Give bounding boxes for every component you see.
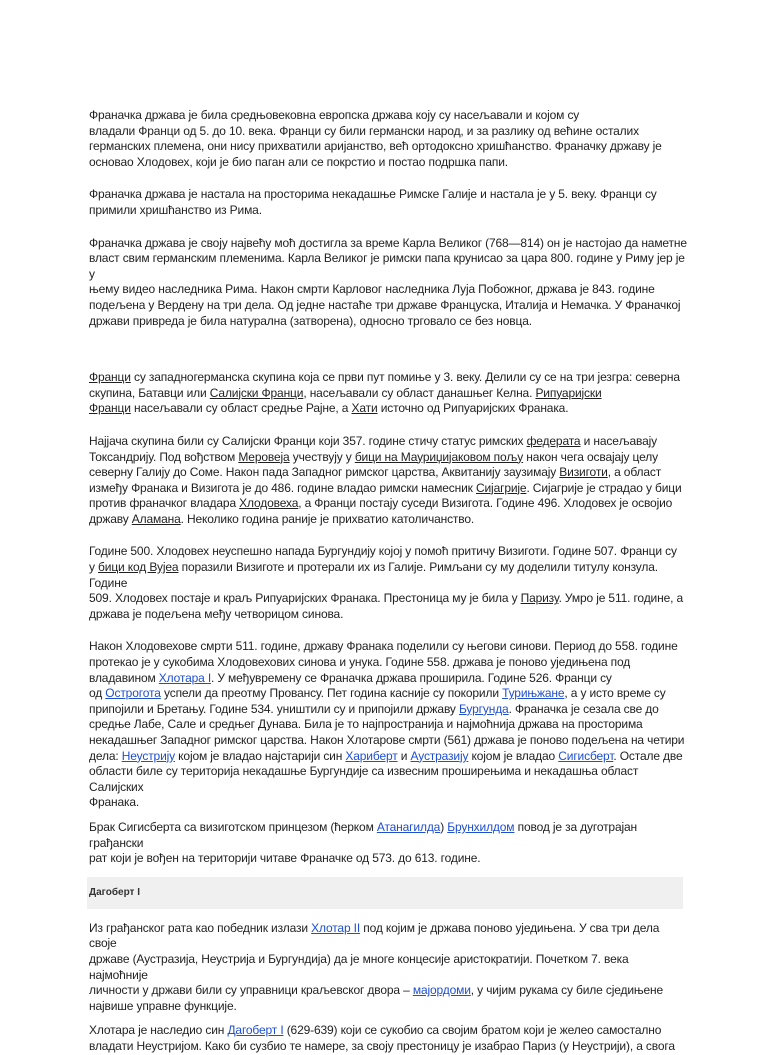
link-bici-mauriac[interactable]: бици на Мауриџијаковом пољу — [354, 449, 524, 464]
link-majordomi[interactable]: мајордоми — [412, 983, 471, 998]
text-run: . Сијагрије је страдао у бици — [526, 480, 682, 495]
text-run: повод је за дуготрајан грађански — [89, 819, 637, 850]
text-run: . У међувремену се Франачка држава проширила. Године 526. Франци су — [211, 670, 612, 685]
text-line: основао Хлодовех, који је био паган али се покрстио и постао подршка папи. — [89, 154, 508, 169]
text-line: Франачка држава је настала на просторима некадашње Римске Галије и настала је у 5. веку. Франци су — [89, 187, 657, 202]
text-run: под којим је држава поново уједињена. У сва три дела своје — [89, 920, 660, 951]
text-run: и — [397, 748, 411, 763]
text-run: највише управне функције. — [89, 998, 237, 1013]
text-run: владати Неустријом. Како би сузбио те намере, за своју престоницу је изабрао Париз (у Неустрији), а свога — [89, 1038, 675, 1053]
link-burgunda[interactable]: Бургунда — [458, 701, 509, 716]
link-hlotar2[interactable]: Хлотар II — [311, 920, 361, 935]
text-run: протекао је у сукобима Хлодовехових синова и унука. Године 558. држава је поново уједињена под — [89, 655, 631, 670]
paragraph-after-clovis — [89, 639, 689, 811]
paragraph-hlotar2 — [89, 921, 689, 1015]
paragraph-origin — [89, 187, 689, 218]
text-run: некадашњег Западног римског царства. Након Хлотарове смрти (561) држава је поново подељена на четири — [89, 733, 685, 747]
text-run: дела: — [89, 748, 122, 763]
link-austraziju[interactable]: Аустразију — [410, 748, 469, 763]
link-vizigoti[interactable]: Визиготи — [559, 465, 608, 480]
text-run: поразили Визиготе и протерали их из Галије. Римљани су му доделили титулу конзула. Године — [89, 560, 658, 590]
link-sigisbert[interactable]: Сигисберт — [558, 748, 614, 763]
paragraph-charlemagne — [89, 236, 689, 330]
link-brunhildom[interactable]: Брунхилдом — [447, 819, 515, 834]
text-run: владавином — [89, 670, 159, 685]
text-run: ) — [440, 819, 448, 834]
text-run: од — [89, 686, 106, 701]
paragraph-franks-groups — [89, 370, 689, 417]
text-run: учествују у — [289, 449, 355, 464]
text-run: Брак Сигисберта са визиготском принцезом (ћерком — [89, 819, 377, 834]
text-run: области биле су територија некадашње Бургундије са извесним проширењима и некадашња област Салијских — [89, 764, 639, 794]
section-heading: Дагоберт I — [89, 887, 140, 899]
text-run: . Франачка је сезала све до — [508, 701, 659, 716]
text-run: су западногерманска скупина која се први пут помиње у 3. веку. Делили су се на три језгра: северна — [130, 370, 680, 385]
paragraph-civil-war — [89, 820, 689, 867]
text-line: подељена у Вердену на три дела. Од једне настаће три државе Француска, Италија и Немачка. У Франачкој — [89, 297, 681, 312]
link-ostrogota[interactable]: Остроготa — [105, 686, 161, 701]
text-run: држава је подељена међу четворицом синова. — [89, 606, 344, 621]
link-parizu[interactable]: Паризу — [520, 591, 559, 606]
text-run: , а у исто време су — [564, 686, 666, 701]
text-run: државе (Аустразија, Неустрија и Бургундија) да је многе концесије аристократији. Почетком 7. века најмоћније — [89, 951, 629, 982]
text-run: којом је владао најстарији син — [175, 748, 346, 763]
text-run: , у чијим рукама су биле сједињене — [470, 983, 664, 998]
text-run: , а Франци постају суседи Визигота. Године 496. Хлодовех је освојио — [298, 496, 673, 511]
text-run: (629-639) који се сукобио са својим братом који је желео самостално — [283, 1023, 662, 1038]
link-haribert[interactable]: Хариберт — [345, 748, 398, 763]
text-run: након чега освајају целу — [523, 449, 658, 464]
text-line: Франачка држава је своју највећу моћ достигла за време Карла Великог (768—814) он је настојао да наметне — [89, 235, 687, 250]
text-run: државу — [89, 511, 132, 526]
text-run: Из грађанског рата као победник излази — [89, 920, 312, 935]
text-run: личности у држави били су управници краљевског двора – — [89, 983, 413, 998]
text-run: северну Галију до Соме. Након пада Западног римског царства, Аквитанију заузимају — [89, 465, 560, 480]
text-line: Франачка држава је била средњовековна европска држава коју су насељавали и којом су — [89, 108, 580, 122]
text-run: и насељавају — [580, 433, 657, 448]
text-run: , насељавали су област данашњег Келна. — [303, 385, 536, 400]
link-franci-ripuarian[interactable]: Франци — [89, 401, 131, 416]
link-dagobert[interactable]: Дагоберт I — [227, 1023, 284, 1038]
link-salijski-franci[interactable]: Салијски Франци — [209, 385, 304, 400]
link-hati[interactable]: Хати — [351, 401, 378, 416]
text-run: припојили и Бретању. Године 534. уништили су и припојили државу — [89, 701, 459, 716]
text-run: 509. Хлодовех постаје и краљ Рипуаријских Франака. Престоница му је била у — [89, 591, 521, 606]
link-atanagilda[interactable]: Атанагилда — [376, 819, 441, 834]
link-franci[interactable]: Франци — [89, 370, 131, 385]
text-run: успели да преотму Провансу. Пет година касније су покорили — [160, 686, 503, 701]
text-run: против франачког владара — [89, 496, 240, 511]
text-run: Најјача скупина били су Салијски Франци који 357. године стичу статус римских — [89, 433, 527, 448]
text-run: источно од Рипуаријских Франака. — [377, 401, 569, 416]
text-line: њему видео наследника Рима. Након смрти Карловог наследника Луја Побожног, држава је 843. године — [89, 282, 655, 297]
text-run: . Неколико година раније је прихватио католичанство. — [180, 511, 475, 526]
text-run: којом је владао — [468, 748, 559, 763]
text-run: Франака. — [89, 795, 140, 810]
text-run: насељавали су област средње Рајне, а — [130, 401, 352, 416]
text-run: . Умро је 511. године, а — [558, 591, 683, 606]
link-federata[interactable]: федерата — [526, 433, 581, 448]
text-line: германских племена, они нису прихватили аријанство, већ ортодоксно хришћанство. Франачку државу је — [89, 139, 662, 154]
link-alamana[interactable]: Аламана — [131, 511, 181, 526]
text-run: Хлотара је наследио син — [89, 1023, 228, 1038]
text-run: , а област — [607, 465, 662, 480]
text-line: власт свим германским племенима. Карла Великог је римски папа крунисао за цара 800. године у Риму јер је у — [89, 251, 685, 281]
link-meroveja[interactable]: Меровеја — [238, 449, 290, 464]
text-run: у — [89, 560, 99, 575]
paragraph-salian-franks — [89, 434, 689, 528]
text-run: Токсандрију. Под вођством — [89, 449, 239, 464]
text-run: скупина, Батавци или — [89, 385, 210, 400]
paragraph-clovis — [89, 544, 689, 622]
text-run: . Остале две — [613, 748, 683, 763]
text-run: Године 500. Хлодовех неуспешно напада Бургундију којој у помоћ притичу Визиготи. Године 507. Франци су — [89, 544, 677, 559]
article-body — [89, 108, 689, 1055]
text-run: Након Хлодовехове смрти 511. године, државу Франака поделили су његови синови. Период до 558. године — [89, 639, 678, 654]
section-heading-band — [87, 877, 683, 909]
link-sijagrije[interactable]: Сијагрије — [475, 480, 527, 495]
text-run: рат који је вођен на територији читаве Франачке од 573. до 613. године. — [89, 851, 481, 866]
link-turinzane[interactable]: Турињжане — [502, 686, 565, 701]
paragraph-dagobert — [89, 1023, 689, 1054]
text-line: примили хришћанство из Рима. — [89, 202, 262, 217]
text-line: владали Франци од 5. до 10. века. Франци су били германски народ, и за разлику од већине осталих — [89, 123, 639, 138]
paragraph-intro — [89, 108, 689, 170]
link-bici-vujea[interactable]: бици код Вујеа — [98, 560, 179, 575]
text-run: средње Лабе, Сале и средњег Дунава. Била је то најпространија и најмоћнија држава на просторима — [89, 717, 643, 732]
link-ripuarijski[interactable]: Рипуаријски — [535, 385, 602, 400]
text-run: између Франака и Визигота је до 486. године владао римски намесник — [89, 480, 476, 495]
link-hlodoveha[interactable]: Хлодовеха — [239, 496, 299, 511]
link-neustriju[interactable]: Неустрију — [121, 748, 175, 763]
text-line: држави привреда је била натурална (затворена), односно трговало се без новца. — [89, 313, 532, 328]
link-hlotara[interactable]: Хлотара I — [158, 670, 212, 685]
